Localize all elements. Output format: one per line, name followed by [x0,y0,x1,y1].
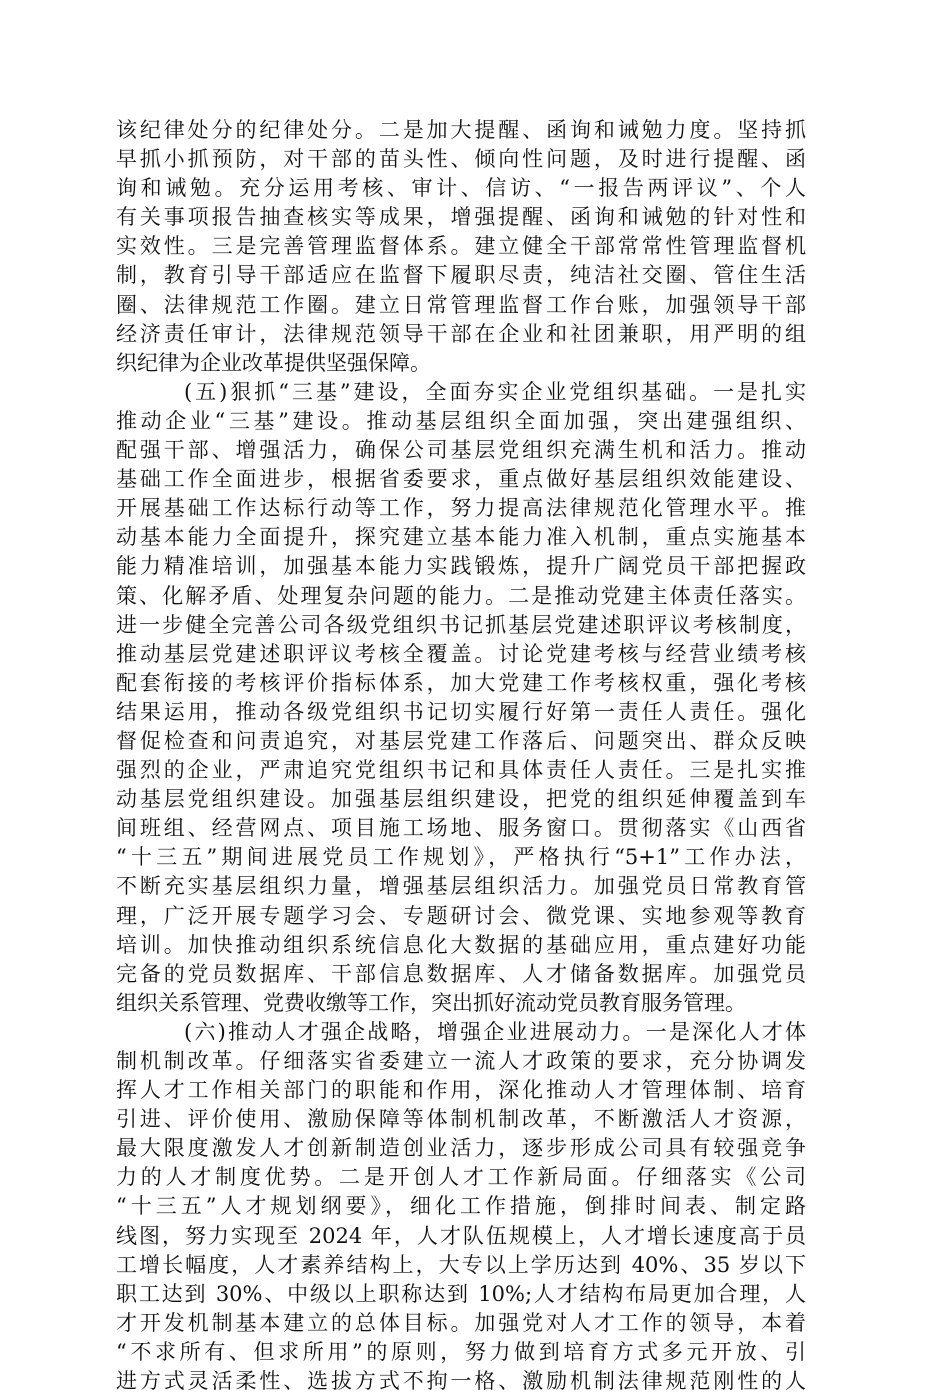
text-line: 理，广泛开展专题学习会、专题研讨会、微党课、实地参观等教育 [116,903,806,928]
text-line: 不断充实基层组织力量，增强基层组织活力。加强党员日常教育管 [116,874,806,899]
text-line: 能力精准培训，加强基本能力实践锻炼，提升广阔党员干部把握政 [116,554,806,579]
text-line: (五)狠抓“三基”建设，全面夯实企业党组织基础。一是扎实 [184,379,806,404]
text-line: 织纪律为企业改革提供坚强保障。 [116,350,431,375]
text-line: 经济责任审计，法律规范领导干部在企业和社团兼职，用严明的组 [116,321,806,346]
text-line: 进一步健全完善公司各级党组织书记抓基层党建述职评议考核制度， [116,612,806,637]
text-line: 该纪律处分的纪律处分。二是加大提醒、函询和诫勉力度。坚持抓 [116,118,806,142]
text-line: 组织关系管理、党费收缴等工作，突出抓好流动党员教育服务管理。 [116,990,746,1015]
text-line: 有关事项报告抽查核实等成果，增强提醒、函询和诫勉的针对性和 [116,205,806,230]
text-line: 配强干部、增强活力，确保公司基层党组织充满生机和活力。推动 [116,438,806,463]
text-line: 圈、法律规范工作圈。建立日常管理监督工作台账，加强领导干部 [116,292,806,317]
text-line: 制机制改革。仔细落实省委建立一流人才政策的要求，充分协调发 [116,1049,806,1073]
text-line: 结果运用，推动各级党组织书记切实履行好第一责任人责任。强化 [116,699,806,724]
text-line: 力的人才制度优势。二是开创人才工作新局面。仔细落实《公司 [116,1165,806,1190]
text-line: 策、化解矛盾、处理复杂问题的能力。二是推动党建主体责任落实。 [116,583,806,608]
text-line: (六)推动人才强企战略，增强企业进展动力。一是深化人才体 [184,1019,806,1044]
text-line: 工增长幅度，人才素养结构上，大专以上学历达到 40%、35 岁以下 [116,1252,806,1277]
text-line: 制，教育引导干部适应在监督下履职尽责，纯洁社交圈、管住生活 [116,263,806,288]
text-line: 间班组、经营网点、项目施工场地、服务窗口。贯彻落实《山西省 [116,816,806,841]
text-line: 早抓小抓预防，对干部的苗头性、倾向性问题，及时进行提醒、函 [116,147,806,172]
text-line: 才开发机制基本建立的总体目标。加强党对人才工作的领导，本着 [116,1310,806,1335]
text-line: 推动基层党建述职评议考核全覆盖。讨论党建考核与经营业绩考核 [116,641,806,666]
text-line: 培训。加快推动组织系统信息化大数据的基础应用，重点建好功能 [116,932,806,957]
text-line: 职工达到 30%、中级以上职称达到 10%;人才结构布局更加合理，人 [116,1281,806,1306]
text-line: “十三五”期间进展党员工作规划》，严格执行“5+1”工作办法， [116,845,806,870]
text-line: 配套衔接的考核评价指标体系，加大党建工作考核权重，强化考核 [116,670,806,695]
text-line: 强烈的企业，严肃追究党组织书记和具体责任人责任。三是扎实推 [116,758,806,783]
document-body [116,116,806,1396]
text-line: 线图，努力实现至 2024 年，人才队伍规模上，人才增长速度高于员 [116,1223,806,1248]
text-line: “不求所有、但求所用”的原则，努力做到培育方式多元开放、引 [116,1339,806,1364]
text-line: 开展基础工作达标行动等工作，努力提高法律规范化管理水平。推 [116,496,806,521]
text-line: 实效性。三是完善管理监督体系。建立健全干部常常性管理监督机 [116,234,806,259]
text-line: 推动企业“三基”建设。推动基层组织全面加强，突出建强组织、 [116,408,806,433]
text-line: 基础工作全面进步，根据省委要求，重点做好基层组织效能建设、 [116,467,806,492]
text-line: 完备的党员数据库、干部信息数据库、人才储备数据库。加强党员 [116,961,806,986]
text-line: 动基层党组织建设。加强基层组织建设，把党的组织延伸覆盖到车 [116,787,806,812]
text-line: 询和诫勉。充分运用考核、审计、信访、“一报告两评议”、个人 [116,176,806,201]
text-line: 督促检查和问责追究，对基层党建工作落后、问题突出、群众反映 [116,728,806,753]
text-line: 挥人才工作相关部门的职能和作用，深化推动人才管理体制、培育 [116,1078,806,1103]
text-line: “十三五”人才规划纲要》，细化工作措施，倒排时间表、制定路 [116,1194,806,1219]
text-line: 最大限度激发人才创新制造创业活力，逐步形成公司具有较强竞争 [116,1136,806,1161]
text-line: 引进、评价使用、激励保障等体制机制改革，不断激活人才资源， [116,1107,806,1132]
text-line: 进方式灵活柔性、选拔方式不拘一格、激励机制法律规范刚性的人 [116,1369,806,1394]
text-line: 动基本能力全面提升，探究建立基本能力准入机制，重点实施基本 [116,525,806,550]
